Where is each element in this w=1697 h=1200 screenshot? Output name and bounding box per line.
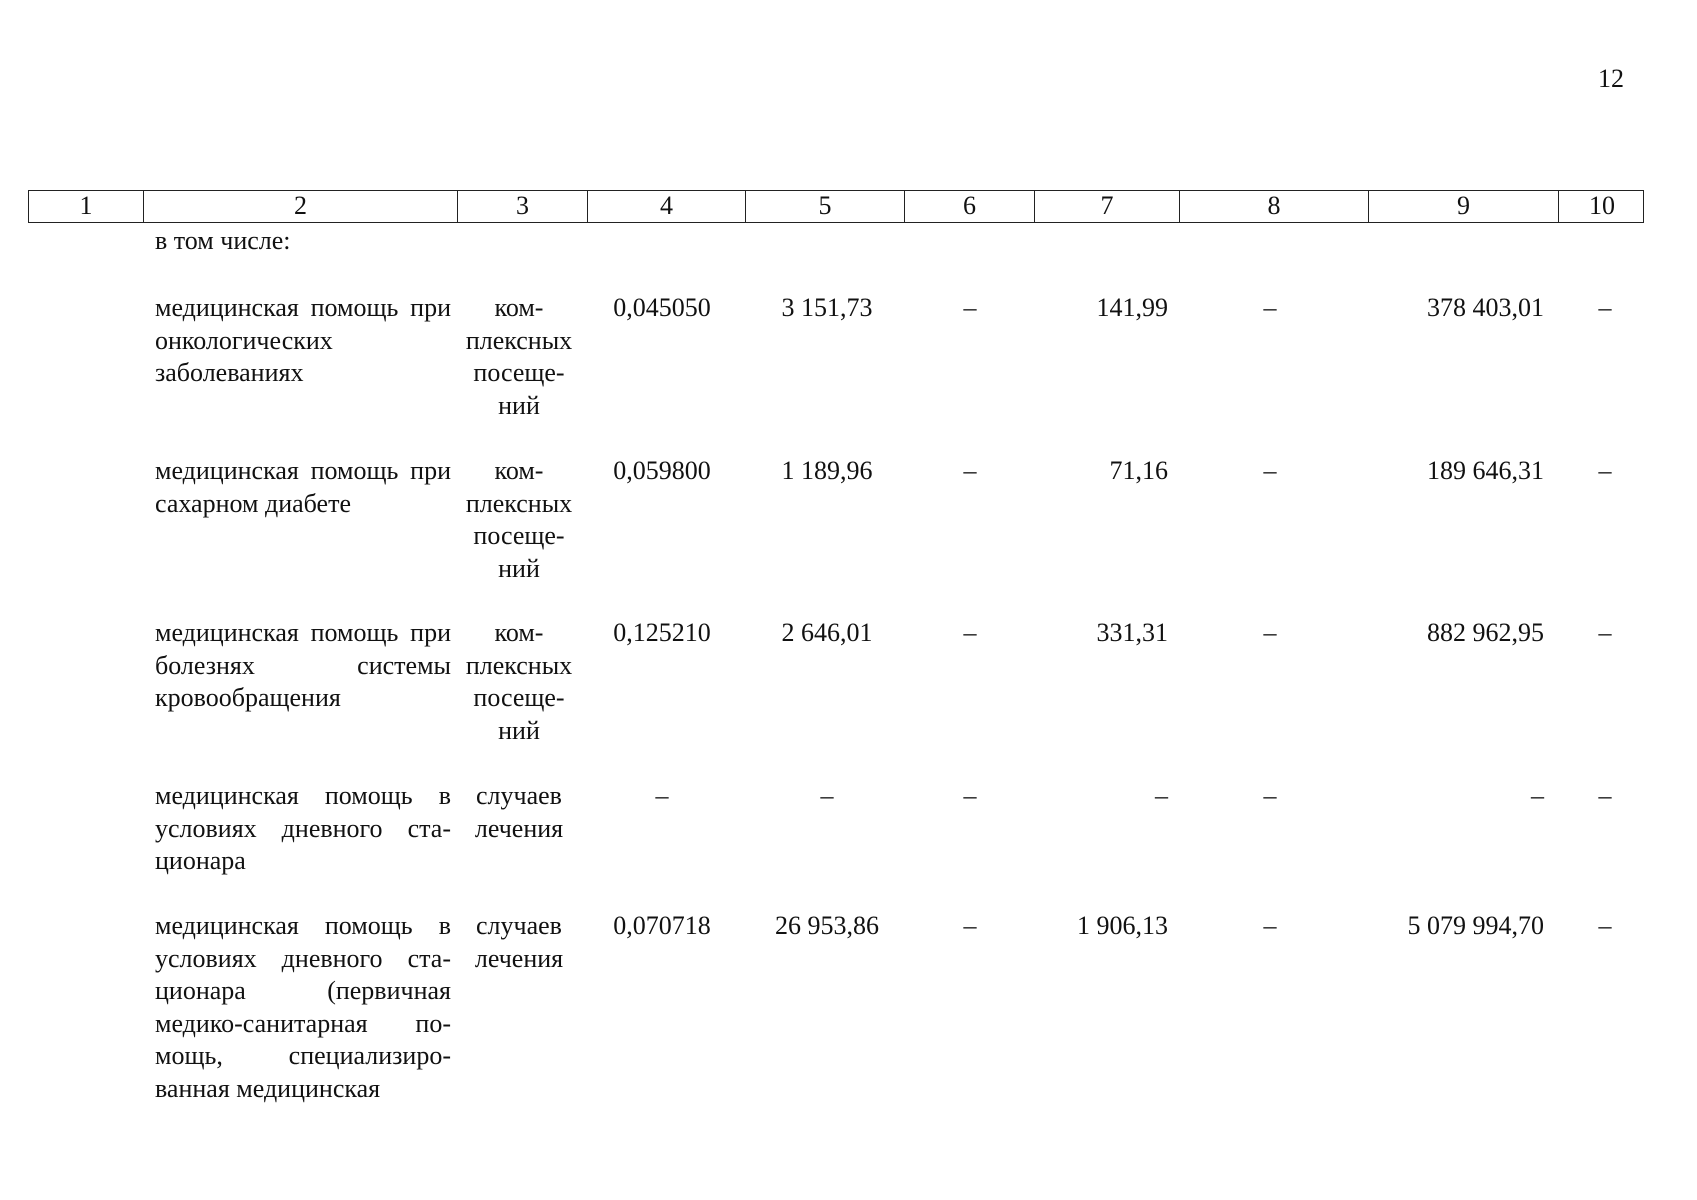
cell-col10: – bbox=[1598, 293, 1612, 322]
cell-col7: 1 906,13 bbox=[1077, 911, 1168, 940]
column-number: 4 bbox=[588, 191, 746, 222]
cell-col6: – bbox=[963, 781, 977, 810]
column-number: 10 bbox=[1589, 191, 1615, 220]
cell-col7: 71,16 bbox=[1109, 456, 1168, 485]
page-number: 12 bbox=[1598, 64, 1624, 93]
row-unit: ком-плексных посеще-ний bbox=[465, 293, 573, 420]
cell-col6: – bbox=[963, 456, 977, 485]
row-name: медицинская помощь при сахарном диабете bbox=[155, 456, 451, 518]
cell-col10: – bbox=[1598, 781, 1612, 810]
cell-col5: 26 953,86 bbox=[775, 911, 879, 940]
column-number: 6 bbox=[905, 191, 1035, 222]
cell-col5: 3 151,73 bbox=[781, 293, 873, 322]
cell-col4: 0,070718 bbox=[613, 911, 711, 940]
cell-col9: 378 403,01 bbox=[1427, 293, 1544, 322]
cell-col4: – bbox=[655, 781, 669, 810]
cell-col6: – bbox=[963, 618, 977, 647]
cell-col4: 0,125210 bbox=[613, 618, 711, 647]
row-name: медицинская помощь при онкологических заболеваниях bbox=[155, 293, 451, 387]
row-unit: ком-плексных посеще-ний bbox=[465, 456, 573, 583]
cell-col5: 2 646,01 bbox=[781, 618, 873, 647]
column-number: 9 bbox=[1369, 191, 1559, 222]
cell-col8: – bbox=[1263, 456, 1277, 485]
cell-col10: – bbox=[1598, 456, 1612, 485]
cell-col7: 141,99 bbox=[1096, 293, 1168, 322]
cell-col4: 0,059800 bbox=[613, 456, 711, 485]
cell-col5: – bbox=[820, 781, 834, 810]
cell-col7: 331,31 bbox=[1096, 618, 1168, 647]
cell-col9: 882 962,95 bbox=[1427, 618, 1544, 647]
cell-col9: 5 079 994,70 bbox=[1407, 911, 1544, 940]
cell-col8: – bbox=[1263, 911, 1277, 940]
column-number: 5 bbox=[746, 191, 905, 222]
cell-col6: – bbox=[963, 293, 977, 322]
row-name: медицинская помощь при болезнях системы кровообращения bbox=[155, 618, 451, 712]
column-number: 8 bbox=[1180, 191, 1369, 222]
column-number-header bbox=[28, 190, 1644, 223]
column-number: 7 bbox=[1035, 191, 1180, 222]
cell-col9: 189 646,31 bbox=[1427, 456, 1544, 485]
row-name: медицинская помощь в условиях дневного ста-ционара bbox=[155, 781, 451, 875]
cell-col7: – bbox=[1155, 781, 1168, 810]
row-unit: случаев лечения bbox=[474, 911, 564, 973]
cell-col10: – bbox=[1598, 618, 1612, 647]
column-number: 1 bbox=[29, 191, 144, 222]
cell-col8: – bbox=[1263, 781, 1277, 810]
cell-col8: – bbox=[1263, 618, 1277, 647]
cell-col9: – bbox=[1531, 781, 1544, 810]
column-number: 2 bbox=[144, 191, 458, 222]
cell-col5: 1 189,96 bbox=[781, 456, 873, 485]
column-number: 3 bbox=[458, 191, 588, 222]
cell-col10: – bbox=[1598, 911, 1612, 940]
cell-col6: – bbox=[963, 911, 977, 940]
row-unit: ком-плексных посеще-ний bbox=[465, 618, 573, 745]
section-label: в том числе: bbox=[155, 226, 291, 255]
cell-col4: 0,045050 bbox=[613, 293, 711, 322]
row-name: медицинская помощь в условиях дневного ста-ционара (первичная медико-санитарная по-мощь, специализиро-ванная медицинская bbox=[155, 911, 451, 1103]
cell-col8: – bbox=[1263, 293, 1277, 322]
row-unit: случаев лечения bbox=[474, 781, 564, 843]
